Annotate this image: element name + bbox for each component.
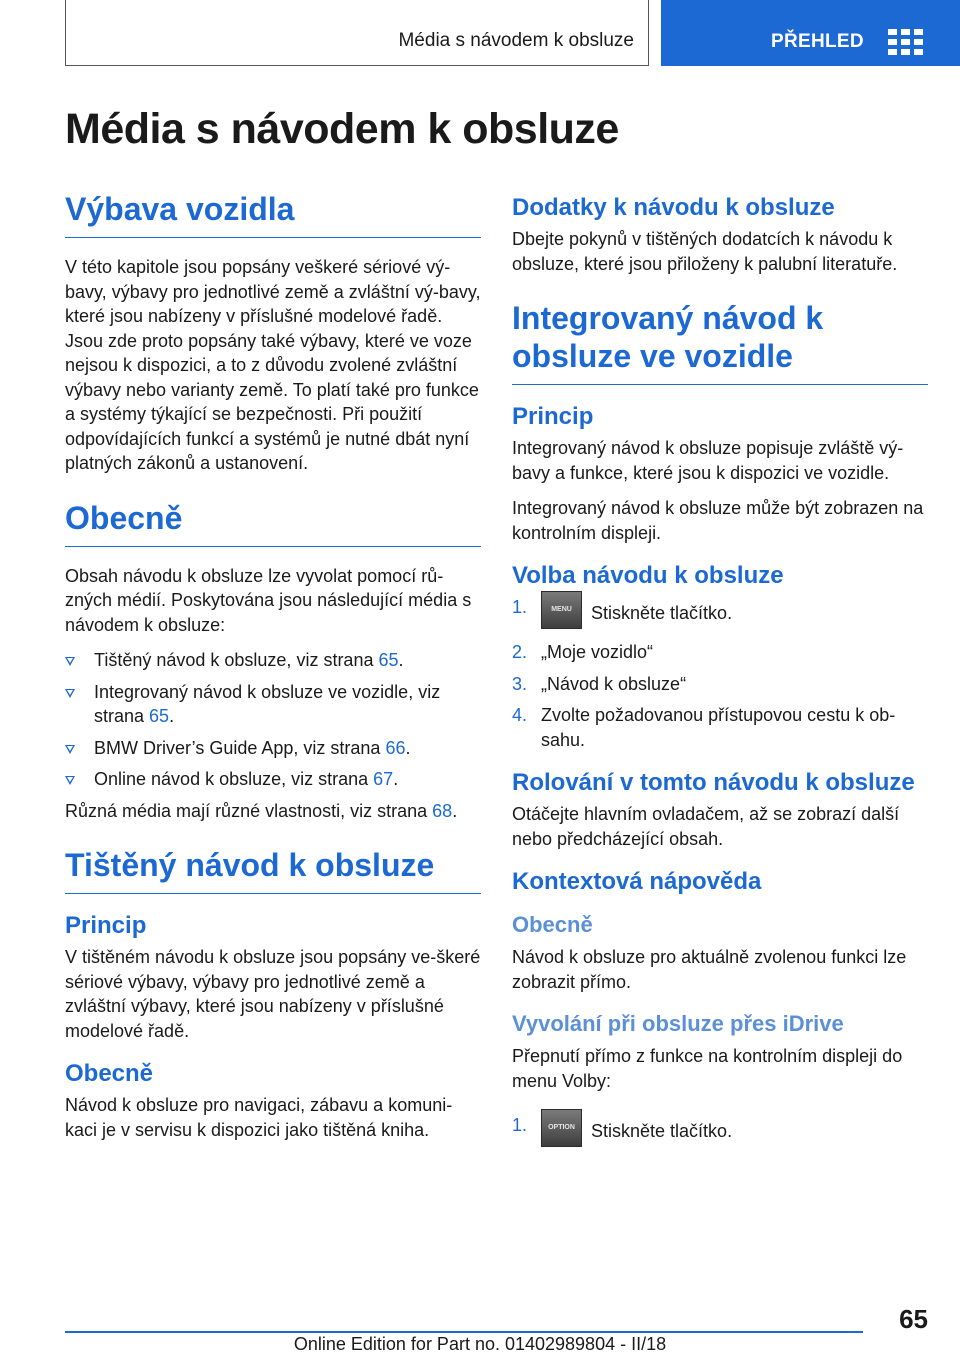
subheading-kontext: Kontextová nápověda xyxy=(512,868,762,895)
triangle-bullet-icon xyxy=(65,745,75,754)
subheading-princip: Princip xyxy=(512,403,594,430)
vyvolani-steps xyxy=(512,1113,928,1151)
subheading-volba: Volba návodu k obsluze xyxy=(512,562,784,589)
list-item: 1. MENU Stiskněte tlačítko. xyxy=(512,595,928,633)
subheading-rolovani: Rolování v tomto návodu k obsluze xyxy=(512,769,915,796)
vyvolani-text: Přepnutí přímo z funkce na kontrolním displeji do menu Volby: xyxy=(512,1046,903,1091)
list-item: 1. OPTION Stiskněte tlačítko. xyxy=(512,1113,928,1151)
overview-tab-label: PŘEHLED xyxy=(771,31,864,52)
page-link[interactable]: 68 xyxy=(432,800,453,821)
section-heading-integrovany: Integrovaný návod k obsluze ve vozidle xyxy=(512,299,928,385)
section-heading-tisteny: Tištěný návod k obsluze xyxy=(65,846,481,894)
list-item: Integrovaný návod k obsluze ve vozidle, viz strana 65. xyxy=(65,680,481,729)
volba-steps xyxy=(512,595,928,752)
dodatky-text: Dbejte pokynů v tištěných dodatcích k návodu k obsluze, které jsou přiloženy k palubní literatuře. xyxy=(512,229,898,274)
list-item: BMW Driver’s Guide App, viz strana 66. xyxy=(65,736,481,761)
rolovani-text: Otáčejte hlavním ovladačem, až se zobrazí další nebo předcházející obsah. xyxy=(512,804,900,849)
subheading-vyvolani: Vyvolání při obsluze přes iDrive xyxy=(512,1011,844,1036)
list-item: Tištěný návod k obsluze, viz strana 65. xyxy=(65,648,481,673)
list-item: Online návod k obsluze, viz strana 67. xyxy=(65,767,481,792)
vybava-text: V této kapitole jsou popsány veškeré sériové vý-bavy, výbavy pro jednotlivé země a zvláštní vý-bavy, které jsou nabízeny v příslušné modelové řadě. Jsou zde proto popsány také výbavy, které ve voze nejsou k dispozici, a to z důvodu zvolené zvláštní výbavy nebo varianty země. To platí také pro funkce a systémy týkající se bezpečnosti. Při použití odpovídajících funkcí a systémů je nutné dbát nyní platných zákonů a ustanovení. xyxy=(65,257,481,473)
section-heading-obecne: Obecně xyxy=(65,499,481,547)
page-link[interactable]: 66 xyxy=(385,737,406,758)
triangle-bullet-icon xyxy=(65,689,75,698)
list-item: 3. „Návod k obsluze“ xyxy=(512,673,687,694)
integrovany-princip-p2: Integrovaný návod k obsluze může být zobrazen na kontrolním displeji. xyxy=(512,498,924,543)
section-heading-vybava: Výbava vozidla xyxy=(65,190,481,238)
page-link[interactable]: 65 xyxy=(149,706,170,726)
page-link[interactable]: 67 xyxy=(373,769,394,789)
menu-button-icon: MENU xyxy=(541,591,582,629)
option-button-icon: OPTION xyxy=(541,1109,582,1147)
obecne-outro: Různá média mají různé vlastnosti, viz strana 68. xyxy=(65,800,458,821)
left-column xyxy=(65,190,481,1153)
subheading-kontext-obecne: Obecně xyxy=(512,912,593,937)
list-item: 2. „Moje vozidlo“ xyxy=(512,642,654,662)
integrovany-princip-p1: Integrovaný návod k obsluze popisuje zvláště vý-bavy a funkce, které jsou k dispozici ve vozidle. xyxy=(512,438,904,483)
page-link[interactable]: 65 xyxy=(378,650,399,670)
footer-edition: Online Edition for Part no. 01402989804 - II/18 xyxy=(293,1334,667,1354)
subheading-dodatky: Dodatky k návodu k obsluze xyxy=(512,194,835,221)
page-title: Média s návodem k obsluze xyxy=(65,105,619,153)
right-column xyxy=(512,193,928,1163)
triangle-bullet-icon xyxy=(65,776,75,785)
header-chapter-box xyxy=(65,0,649,66)
subheading-princip: Princip xyxy=(65,912,147,939)
triangle-bullet-icon xyxy=(65,657,75,666)
media-list xyxy=(65,648,481,792)
tisteny-princip-text: V tištěném návodu k obsluze jsou popsány ve-škeré sériové výbavy, výbavy pro jednotlivé země a zvláštní výbavy, které jsou nabízeny v příslušné modelové řadě. xyxy=(65,947,481,1041)
overview-tab[interactable] xyxy=(661,0,960,66)
page-number: 65 xyxy=(899,1304,928,1334)
header-chapter-title: Média s návodem k obsluze xyxy=(398,30,634,51)
grid-icon xyxy=(888,29,924,55)
obecne-intro: Obsah návodu k obsluze lze vyvolat pomocí rů-zných médií. Poskytována jsou následující média s návodem k obsluze: xyxy=(65,565,472,635)
subheading-obecne: Obecně xyxy=(65,1060,154,1087)
footer-divider xyxy=(65,1331,863,1333)
kontext-obecne-text: Návod k obsluze pro aktuálně zvolenou funkci lze zobrazit přímo. xyxy=(512,947,907,992)
tisteny-obecne-text: Návod k obsluze pro navigaci, zábavu a komuni-kaci je v servisu k dispozici jako tištěná kniha. xyxy=(65,1095,453,1140)
list-item: 4. Zvolte požadovanou přístupovou cestu k ob-sahu. xyxy=(512,705,896,750)
